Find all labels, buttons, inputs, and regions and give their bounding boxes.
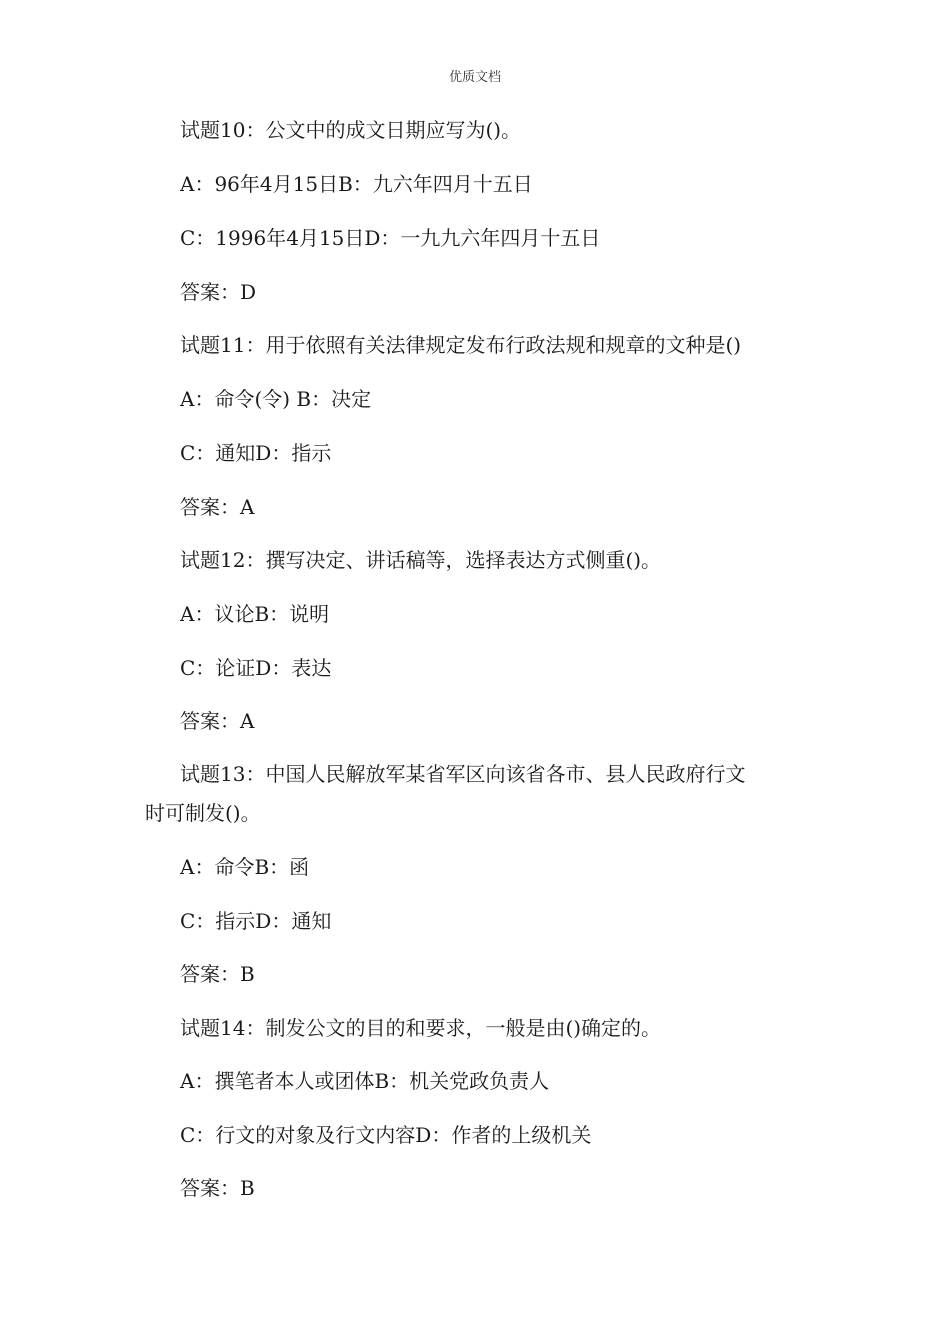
question-10-options-ab: A：96年4月15日B：九六年四月十五日 bbox=[180, 172, 533, 196]
question-13-title: 试题13：中国人民解放军某省军区向该省各市、县人民政府行文 bbox=[180, 762, 746, 786]
question-10-answer: 答案：D bbox=[180, 280, 257, 304]
question-11-options-cd: C：通知D：指示 bbox=[180, 441, 332, 465]
page-header: 优质文档 bbox=[448, 70, 501, 85]
question-10-title: 试题10：公文中的成文日期应写为()。 bbox=[180, 118, 522, 142]
question-13-options-ab: A：命令B：函 bbox=[180, 855, 310, 879]
question-11-options-ab: A：命令(令) B：决定 bbox=[180, 387, 372, 411]
question-12-answer: 答案：A bbox=[180, 709, 255, 733]
question-12-options-ab: A：议论B：说明 bbox=[180, 602, 330, 626]
question-13-title-continued: 时可制发()。 bbox=[145, 801, 261, 825]
question-12-options-cd: C：论证D：表达 bbox=[180, 656, 332, 680]
question-14-options-cd: C：行文的对象及行文内容D：作者的上级机关 bbox=[180, 1123, 592, 1147]
question-14-options-ab: A：撰笔者本人或团体B：机关党政负责人 bbox=[180, 1069, 550, 1093]
question-14-answer: 答案：B bbox=[180, 1176, 255, 1200]
question-13-options-cd: C：指示D：通知 bbox=[180, 909, 332, 933]
question-13-answer: 答案：B bbox=[180, 962, 255, 986]
question-11-title: 试题11：用于依照有关法律规定发布行政法规和规章的文种是() bbox=[180, 333, 742, 357]
question-10-options-cd: C：1996年4月15日D：一九九六年四月十五日 bbox=[180, 226, 601, 250]
question-14-title: 试题14：制发公文的目的和要求，一般是由()确定的。 bbox=[180, 1016, 662, 1040]
question-11-answer: 答案：A bbox=[180, 495, 255, 519]
question-12-title: 试题12：撰写决定、讲话稿等，选择表达方式侧重()。 bbox=[180, 548, 662, 572]
